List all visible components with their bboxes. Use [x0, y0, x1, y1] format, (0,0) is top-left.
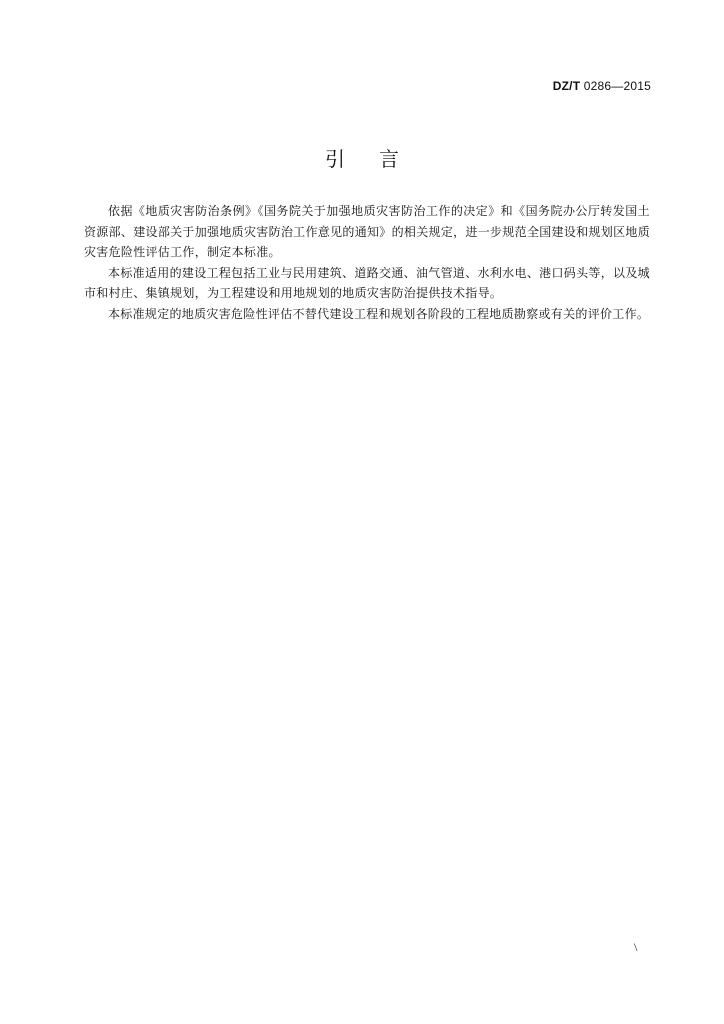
paragraph-scope: 本标准适用的建设工程包括工业与民用建筑、道路交通、油气管道、水利水电、港口码头等，以及城市和村庄、集镇规划，为工程建设和用地规划的地质灾害防治提供技术指导。 [84, 265, 650, 300]
page-title: 引言 [325, 147, 433, 171]
page-number: \ [634, 940, 638, 954]
standard-code [553, 79, 651, 93]
paragraph-basis: 依据《地质灾害防治条例》《国务院关于加强地质灾害防治工作的决定》和《国务院办公厅转发国土资源部、建设部关于加强地质灾害防治工作意见的通知》的相关规定，进一步规范全国建设和规划区地质灾害危险性评估工作，制定本标准。 [84, 204, 650, 259]
body-text [84, 201, 650, 324]
standard-code-prefix: DZ/T [552, 79, 581, 93]
standard-code-number: 0286—2015 [583, 79, 651, 93]
paragraph-limitation: 本标准规定的地质灾害危险性评估不替代建设工程和规划各阶段的工程地质勘察或有关的评价工作。 [108, 306, 650, 321]
